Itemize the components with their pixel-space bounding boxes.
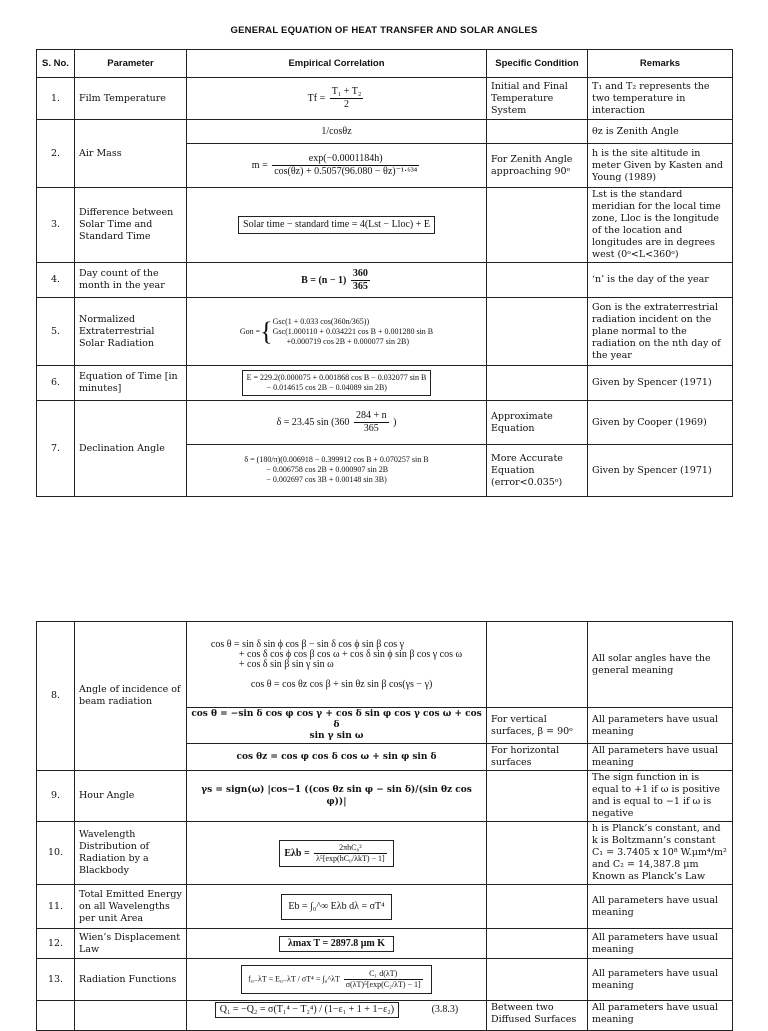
denominator: 365 bbox=[352, 280, 368, 292]
parameter-cell: Angle of incidence of beam radiation bbox=[75, 622, 187, 771]
table-row bbox=[37, 401, 733, 445]
header-sno: S. No. bbox=[37, 50, 75, 78]
parameter-cell: Normalized Extraterrestrial Solar Radiation bbox=[75, 298, 187, 366]
fraction bbox=[344, 969, 423, 990]
equation-text: Tf = bbox=[307, 92, 326, 104]
table-row bbox=[37, 188, 733, 263]
denominator: 365 bbox=[363, 423, 379, 434]
equation-line: E = 229.2(0.000075 + 0.001868 cos B − 0.032077 sin B bbox=[246, 373, 427, 382]
remark-cell: Lst is the standard meridian for the local time zone, Lloc is the longitude of the location and longitudes are in degrees west (0ᵒ<L<360ᵒ) bbox=[588, 188, 733, 263]
remark-cell: All parameters have usual meaning bbox=[588, 929, 733, 959]
boxed-equation: Solar time − standard time = 4(Lst − Lloc) + E bbox=[238, 216, 435, 234]
boxed-equation bbox=[242, 370, 432, 396]
equation-cell bbox=[187, 622, 487, 708]
row-number bbox=[37, 1001, 75, 1031]
document-title: GENERAL EQUATION OF HEAT TRANSFER AND SOLAR ANGLES bbox=[230, 25, 538, 36]
row-number: 11. bbox=[37, 885, 75, 929]
table-row bbox=[37, 929, 733, 959]
parameter-cell: Film Temperature bbox=[75, 78, 187, 120]
condition-cell: For vertical surfaces, β = 90ᵒ bbox=[487, 708, 588, 744]
equation-cell: cos θz = cos φ cos δ cos ω + sin φ sin δ bbox=[187, 744, 487, 771]
table-row bbox=[37, 771, 733, 822]
equation-line: δ = (180/π)(0.006918 − 0.399912 cos B + 0.070257 sin B bbox=[244, 455, 429, 464]
remark-cell: ‘n’ is the day of the year bbox=[588, 263, 733, 298]
condition-cell bbox=[487, 822, 588, 885]
header-condition: Specific Condition bbox=[487, 50, 588, 78]
parameter-cell: Wavelength Distribution of Radiation by a Blackbody bbox=[75, 822, 187, 885]
parameter-cell: Difference between Solar Time and Standard Time bbox=[75, 188, 187, 263]
condition-cell: More Accurate Equation (error<0.035ᵒ) bbox=[487, 445, 588, 497]
boxed-equation bbox=[241, 965, 431, 994]
remark-cell: The sign function in is equal to +1 if ω is positive and is equal to −1 if ω is negative bbox=[588, 771, 733, 822]
equation-cell bbox=[187, 366, 487, 401]
remark-cell: Given by Spencer (1971) bbox=[588, 445, 733, 497]
heat-transfer-table-2 bbox=[36, 621, 733, 1031]
condition-cell bbox=[487, 771, 588, 822]
remark-cell: All parameters have usual meaning bbox=[588, 708, 733, 744]
equation-line: − 0.014615 cos 2B − 0.04089 sin 2B) bbox=[266, 383, 387, 392]
table-row bbox=[37, 263, 733, 298]
parameter-cell: Wien’s Displacement Law bbox=[75, 929, 187, 959]
condition-cell: For horizontal surfaces bbox=[487, 744, 588, 771]
condition-cell bbox=[487, 885, 588, 929]
parameter-cell: Day count of the month in the year bbox=[75, 263, 187, 298]
equation-line: Gsc(1 + 0.033 cos(360n/365)) bbox=[272, 316, 370, 326]
fraction bbox=[330, 86, 364, 111]
equation-cell bbox=[187, 401, 487, 445]
boxed-equation bbox=[215, 1002, 399, 1018]
parameter-cell: Declination Angle bbox=[75, 401, 187, 497]
equation-line: cos θ = sin δ sin ϕ cos β − sin δ cos ϕ sin β cos γ bbox=[210, 638, 405, 650]
row-number: 4. bbox=[37, 263, 75, 298]
condition-cell bbox=[487, 120, 588, 144]
remark-cell: Given by Spencer (1971) bbox=[588, 366, 733, 401]
denominator: σ(λT)⁵[exp(C₂/λT) − 1] bbox=[345, 980, 421, 989]
equation-line: Gsc(1.000110 + 0.034221 cos B + 0.001280 sin B bbox=[272, 326, 434, 336]
equation-cell: γs = sign(ω) |cos−1 ((cos θz sin φ − sin δ)/(sin θz cos φ))| bbox=[187, 771, 487, 822]
header-parameter: Parameter bbox=[75, 50, 187, 78]
equation-text: B = (n − 1) bbox=[301, 274, 347, 286]
row-number: 7. bbox=[37, 401, 75, 497]
equation-text: Gon = bbox=[239, 326, 261, 336]
remark-cell: All parameters have usual meaning bbox=[588, 744, 733, 771]
equation-line: sin γ sin ω bbox=[309, 731, 364, 741]
table-row bbox=[37, 1001, 733, 1031]
fraction bbox=[272, 153, 419, 178]
row-number: 9. bbox=[37, 771, 75, 822]
heat-transfer-table-1 bbox=[36, 49, 733, 497]
equation-text: f₀₋λT = E₀₋λT / σT⁴ = ∫₀^λT bbox=[248, 974, 340, 984]
remark-cell: T₁ and T₂ represents the two temperature in interaction bbox=[588, 78, 733, 120]
numerator: exp(−0.0001184h) bbox=[272, 153, 419, 166]
denominator: λ⁵[exp(hC₀/λkT) − 1] bbox=[316, 853, 385, 863]
parameter-cell bbox=[75, 1001, 187, 1031]
equation-cell bbox=[187, 263, 487, 298]
remark-cell: Gon is the extraterrestrial radiation incident on the plane normal to the radiation on the nth day of the year bbox=[588, 298, 733, 366]
table-row bbox=[37, 822, 733, 885]
equation-line: − 0.006758 cos 2B + 0.000907 sin 2B bbox=[266, 465, 389, 474]
equation-cell bbox=[187, 298, 487, 366]
row-number: 10. bbox=[37, 822, 75, 885]
equation-line: cos θ = −sin δ cos φ cos γ + cos δ sin φ cos γ cos ω + cos δ bbox=[191, 709, 482, 730]
remark-cell: h is the site altitude in meter Given by Kasten and Young (1989) bbox=[588, 144, 733, 188]
equation-text: Q₁ = −Q₂ = σ(T₁⁴ − T₂⁴) / (1−ε₁ + 1 + 1−ε₂) bbox=[219, 1004, 395, 1015]
denominator: cos(θz) + 0.5057(96.080 − θz)⁻¹·⁶³⁴ bbox=[274, 166, 418, 177]
remark-cell: Given by Cooper (1969) bbox=[588, 401, 733, 445]
equation-text: m = bbox=[251, 159, 268, 171]
equation-cell bbox=[187, 445, 487, 497]
remark-cell: All parameters have usual meaning bbox=[588, 885, 733, 929]
remark-cell: θz is Zenith Angle bbox=[588, 120, 733, 144]
table-row bbox=[37, 120, 733, 144]
equation-line: + cos δ sin β sin γ sin ω bbox=[238, 658, 334, 670]
header-correlation: Empirical Correlation bbox=[187, 50, 487, 78]
equation-line: + cos δ cos ϕ cos β cos ω + cos δ sin ϕ sin β cos γ cos ω bbox=[238, 648, 463, 660]
parameter-cell: Radiation Functions bbox=[75, 959, 187, 1001]
condition-cell bbox=[487, 929, 588, 959]
table-row bbox=[37, 298, 733, 366]
equation-line: +0.000719 cos 2B + 0.000077 sin 2B) bbox=[286, 336, 409, 346]
equation-cell bbox=[187, 144, 487, 188]
row-number: 1. bbox=[37, 78, 75, 120]
equation-cell bbox=[187, 959, 487, 1001]
left-brace-glyph: { bbox=[260, 316, 273, 346]
condition-cell: Initial and Final Temperature System bbox=[487, 78, 588, 120]
boxed-equation: λmax T = 2897.8 μm K bbox=[279, 936, 394, 952]
row-number: 3. bbox=[37, 188, 75, 263]
equation-cell bbox=[187, 929, 487, 959]
equation-text: δ = 23.45 sin (360 bbox=[276, 416, 350, 428]
header-remarks: Remarks bbox=[588, 50, 733, 78]
equation-line: cos θ = cos θz cos β + sin θz sin β cos(γs − γ) bbox=[250, 678, 433, 690]
fraction bbox=[351, 268, 370, 293]
table-row bbox=[37, 78, 733, 120]
numerator: 2πhC₀² bbox=[314, 843, 387, 854]
remark-cell: All parameters have usual meaning bbox=[588, 1001, 733, 1031]
condition-cell bbox=[487, 263, 588, 298]
equation-cell bbox=[187, 188, 487, 263]
table-row bbox=[37, 959, 733, 1001]
condition-cell bbox=[487, 366, 588, 401]
equation-cell bbox=[187, 885, 487, 929]
equation-reference: (3.8.3) bbox=[431, 1004, 459, 1015]
denominator: 2 bbox=[344, 99, 350, 110]
parameter-cell: Total Emitted Energy on all Wavelengths per unit Area bbox=[75, 885, 187, 929]
equation-line: − 0.002697 cos 3B + 0.00148 sin 3B) bbox=[266, 475, 387, 484]
equation-cell bbox=[187, 1001, 487, 1031]
remark-cell: All parameters have usual meaning bbox=[588, 959, 733, 1001]
table-row bbox=[37, 366, 733, 401]
condition-cell: Between two Diffused Surfaces bbox=[487, 1001, 588, 1031]
parameter-cell: Air Mass bbox=[75, 120, 187, 188]
condition-cell: Approximate Equation bbox=[487, 401, 588, 445]
fraction bbox=[314, 843, 387, 864]
equation-cell bbox=[187, 708, 487, 744]
numerator: C₁ d(λT) bbox=[344, 969, 423, 980]
row-number: 2. bbox=[37, 120, 75, 188]
row-number: 13. bbox=[37, 959, 75, 1001]
condition-cell bbox=[487, 622, 588, 708]
condition-cell bbox=[487, 959, 588, 1001]
remark-cell: h is Planck’s constant, and k is Boltzmann’s constant C₁ = 3.7405 x 10⁸ W.μm⁴/m² and C₂ = 14,387.8 μm Known as Planck’s Law bbox=[588, 822, 733, 885]
condition-cell: For Zenith Angle approaching 90ᵒ bbox=[487, 144, 588, 188]
numerator: 284 + n bbox=[355, 410, 387, 421]
numerator: 360 bbox=[352, 267, 368, 279]
condition-cell bbox=[487, 188, 588, 263]
equation-cell bbox=[187, 822, 487, 885]
table-row bbox=[37, 885, 733, 929]
equation-cell: 1/cosθz bbox=[187, 120, 487, 144]
equation-cell bbox=[187, 78, 487, 120]
row-number: 8. bbox=[37, 622, 75, 771]
remark-cell: All solar angles have the general meaning bbox=[588, 622, 733, 708]
boxed-equation bbox=[279, 840, 393, 867]
boxed-equation: Eb = ∫₀^∞ Eλb dλ = σT⁴ bbox=[281, 894, 391, 920]
row-number: 12. bbox=[37, 929, 75, 959]
parameter-cell: Equation of Time [in minutes] bbox=[75, 366, 187, 401]
fraction bbox=[354, 410, 389, 435]
parameter-cell: Hour Angle bbox=[75, 771, 187, 822]
row-number: 5. bbox=[37, 298, 75, 366]
condition-cell bbox=[487, 298, 588, 366]
row-number: 6. bbox=[37, 366, 75, 401]
table-row bbox=[37, 622, 733, 708]
equation-text: ) bbox=[393, 416, 397, 428]
numerator: T₁ + T₂ bbox=[331, 86, 362, 97]
equation-text: Eλb = bbox=[284, 847, 310, 859]
